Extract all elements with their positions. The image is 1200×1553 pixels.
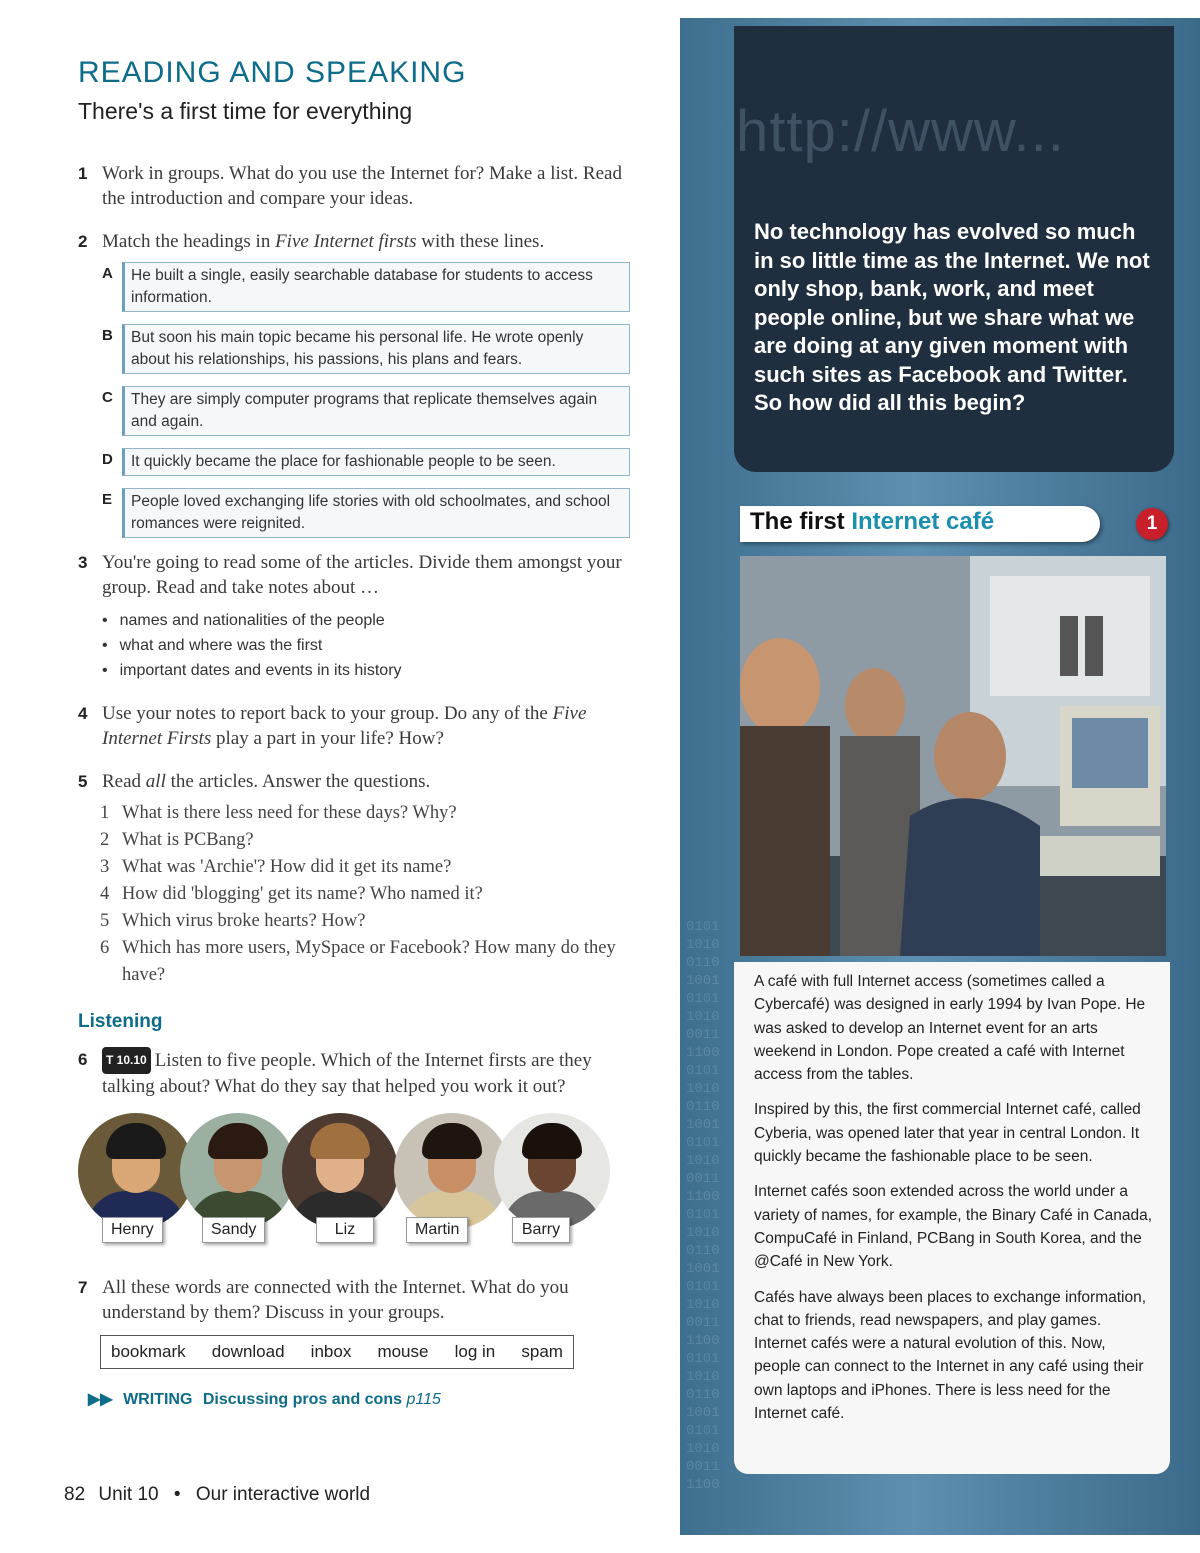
question-text: the articles. Answer the questions. xyxy=(165,771,431,792)
book-title: Five Internet firsts xyxy=(275,231,417,252)
arrow-icon: ▶▶ xyxy=(88,1391,113,1408)
book-title: Five Internet Firsts xyxy=(102,703,587,749)
matching-row xyxy=(102,324,638,374)
list-item xyxy=(100,800,638,827)
question-number: 5 xyxy=(78,772,88,791)
item-text: What is there less need for these days? Why? xyxy=(122,803,457,823)
avatar-henry xyxy=(78,1113,194,1229)
question-text: All these words are connected with the Internet. What do you understand by them? Discuss in your groups. xyxy=(102,1277,569,1323)
question-6 xyxy=(78,1047,638,1099)
section-subtitle: There's a first time for everything xyxy=(78,98,413,124)
writing-link[interactable] xyxy=(88,1389,638,1409)
item-text: What was 'Archie'? How did it get its name? xyxy=(122,857,452,877)
title-text: The first xyxy=(750,508,852,535)
person-label: Martin xyxy=(406,1217,468,1243)
left-column xyxy=(78,56,638,1409)
writing-page: p115 xyxy=(406,1391,441,1408)
question-number: 3 xyxy=(78,553,88,572)
question-number: 6 xyxy=(78,1050,88,1069)
page-footer xyxy=(64,1484,370,1506)
matching-row xyxy=(102,448,638,476)
article-number-badge: 1 xyxy=(1136,508,1168,540)
matching-boxes xyxy=(102,262,638,538)
item-number: 3 xyxy=(100,857,110,877)
article-paragraph: Internet cafés soon extended across the world under a variety of names, for example, the Binary Café in Canada, CompuCafé in Finland, PCBang in South Korea, and the @Café in New York. xyxy=(754,1183,1153,1271)
question-text: Work in groups. What do you use the Internet for? Make a list. Read the introduction and compare your ideas. xyxy=(102,163,622,209)
word: spam xyxy=(521,1342,563,1361)
question-text: Listen to five people. Which of the Internet firsts are they talking about? What do they say that helped you work it out? xyxy=(102,1050,592,1097)
list-item xyxy=(100,935,638,989)
item-number: 5 xyxy=(100,911,110,931)
item-number: 2 xyxy=(100,830,110,850)
list-item xyxy=(100,854,638,881)
writing-label: WRITING xyxy=(123,1391,193,1408)
matching-row xyxy=(102,262,638,312)
word: bookmark xyxy=(111,1342,186,1361)
binary-decoration: 0101 1010 0110 1001 0101 1010 0011 1100 0101 1010 0110 1001 0101 1010 0011 1100 0101 1010 0110 1001 0101 1010 0011 1100 0101 1010 0110 1001 0101 1010 0011 1100 xyxy=(686,919,720,1493)
bullet-item: • names and nationalities of the people xyxy=(102,608,638,633)
list-item xyxy=(100,881,638,908)
word: download xyxy=(211,1342,285,1361)
question-number: 2 xyxy=(78,232,88,251)
listening-heading: Listening xyxy=(78,1011,163,1032)
section-title: READING AND SPEAKING xyxy=(78,56,467,89)
avatar-sandy xyxy=(180,1113,296,1229)
audio-track-badge[interactable]: T 10.10 xyxy=(102,1047,151,1074)
word: inbox xyxy=(310,1342,352,1361)
person-label: Liz xyxy=(316,1217,374,1243)
emphasis: all xyxy=(145,771,166,792)
title-highlight: Internet café xyxy=(851,508,995,535)
box-letter: D xyxy=(102,451,113,468)
question-text: You're going to read some of the articles. Divide them amongst your group. Read and take notes about … xyxy=(102,552,622,598)
internet-cafe-photo xyxy=(740,556,1166,956)
unit-label: Unit 10 xyxy=(98,1484,159,1505)
question-4 xyxy=(78,701,638,751)
question-2 xyxy=(78,229,638,254)
word: log in xyxy=(454,1342,496,1361)
avatar-liz xyxy=(282,1113,398,1229)
question-text: with these lines. xyxy=(416,231,545,252)
question-list xyxy=(100,800,638,989)
url-banner: http://www... xyxy=(736,99,1065,164)
article-title xyxy=(750,508,994,536)
intro-text: No technology has evolved so much in so little time as the Internet. We not only shop, bank, work, and meet people online, but we share what we are doing at any given moment with such sites as Facebook and Twitter. So how did all this begin? xyxy=(754,219,1150,415)
matching-row xyxy=(102,488,638,538)
bullet-item: • important dates and events in its history xyxy=(102,658,638,683)
box-text: People loved exchanging life stories with old schoolmates, and school romances were reignited. xyxy=(122,488,630,538)
matching-row xyxy=(102,386,638,436)
word-box xyxy=(100,1335,574,1369)
item-text: Which virus broke hearts? How? xyxy=(122,911,366,931)
article-paragraph: Cafés have always been places to exchange information, chat to friends, read newspapers, and play games. Internet cafés were a natural evolution of this. Now, people can connect to the Internet in any café using their own laptops and iPhones. There is less need for the Internet café. xyxy=(754,1288,1147,1423)
item-number: 6 xyxy=(100,938,110,958)
item-number: 4 xyxy=(100,884,110,904)
person-label: Sandy xyxy=(202,1217,265,1243)
item-text: How did 'blogging' get its name? Who named it? xyxy=(122,884,483,904)
question-number: 7 xyxy=(78,1278,88,1297)
box-letter: C xyxy=(102,389,113,406)
question-1 xyxy=(78,161,638,211)
box-letter: E xyxy=(102,491,113,508)
question-text: Read xyxy=(102,771,146,792)
box-text: They are simply computer programs that replicate themselves again and again. xyxy=(122,386,630,436)
question-7 xyxy=(78,1275,638,1325)
question-text: Use your notes to report back to your group. Do any of the xyxy=(102,703,553,724)
question-number: 4 xyxy=(78,704,88,723)
question-3 xyxy=(78,550,638,600)
cafe-photo-illustration xyxy=(740,556,1166,956)
list-item xyxy=(100,827,638,854)
person-label: Barry xyxy=(512,1217,570,1243)
article-body xyxy=(754,970,1154,1437)
article-paragraph: A café with full Internet access (sometimes called a Cybercafé) was designed in early 1994 by Ivan Pope. He was asked to develop an Internet event for an arts weekend in London. Pope created a café with Internet access from the tables. xyxy=(754,973,1146,1084)
bullet-item: • what and where was the first xyxy=(102,633,638,658)
item-text: What is PCBang? xyxy=(122,830,254,850)
separator: • xyxy=(173,1484,181,1505)
box-letter: A xyxy=(102,265,113,282)
person-label: Henry xyxy=(102,1217,163,1243)
people-photos xyxy=(78,1113,638,1263)
question-text: Match the headings in xyxy=(102,231,276,252)
note-bullets xyxy=(102,608,638,683)
page-number: 82 xyxy=(64,1484,86,1505)
writing-text: Discussing pros and cons xyxy=(202,1391,402,1408)
item-text: Which has more users, MySpace or Facebook? How many do they have? xyxy=(122,938,616,985)
box-text: He built a single, easily searchable database for students to access information. xyxy=(122,262,630,312)
question-text: play a part in your life? How? xyxy=(211,728,444,749)
box-text: It quickly became the place for fashionable people to be seen. xyxy=(122,448,630,476)
article-paragraph: Inspired by this, the first commercial Internet café, called Cyberia, was opened later that year in central London. It quickly became the fashionable place to be seen. xyxy=(754,1101,1141,1166)
box-text: But soon his main topic became his personal life. He wrote openly about his relationships, his passions, his plans and fears. xyxy=(122,324,630,374)
avatar-barry xyxy=(494,1113,610,1229)
word: mouse xyxy=(377,1342,429,1361)
list-item xyxy=(100,908,638,935)
question-number: 1 xyxy=(78,164,88,183)
question-5 xyxy=(78,769,638,794)
item-number: 1 xyxy=(100,803,110,823)
unit-title: Our interactive world xyxy=(195,1484,371,1505)
avatar-martin xyxy=(394,1113,510,1229)
box-letter: B xyxy=(102,327,113,344)
